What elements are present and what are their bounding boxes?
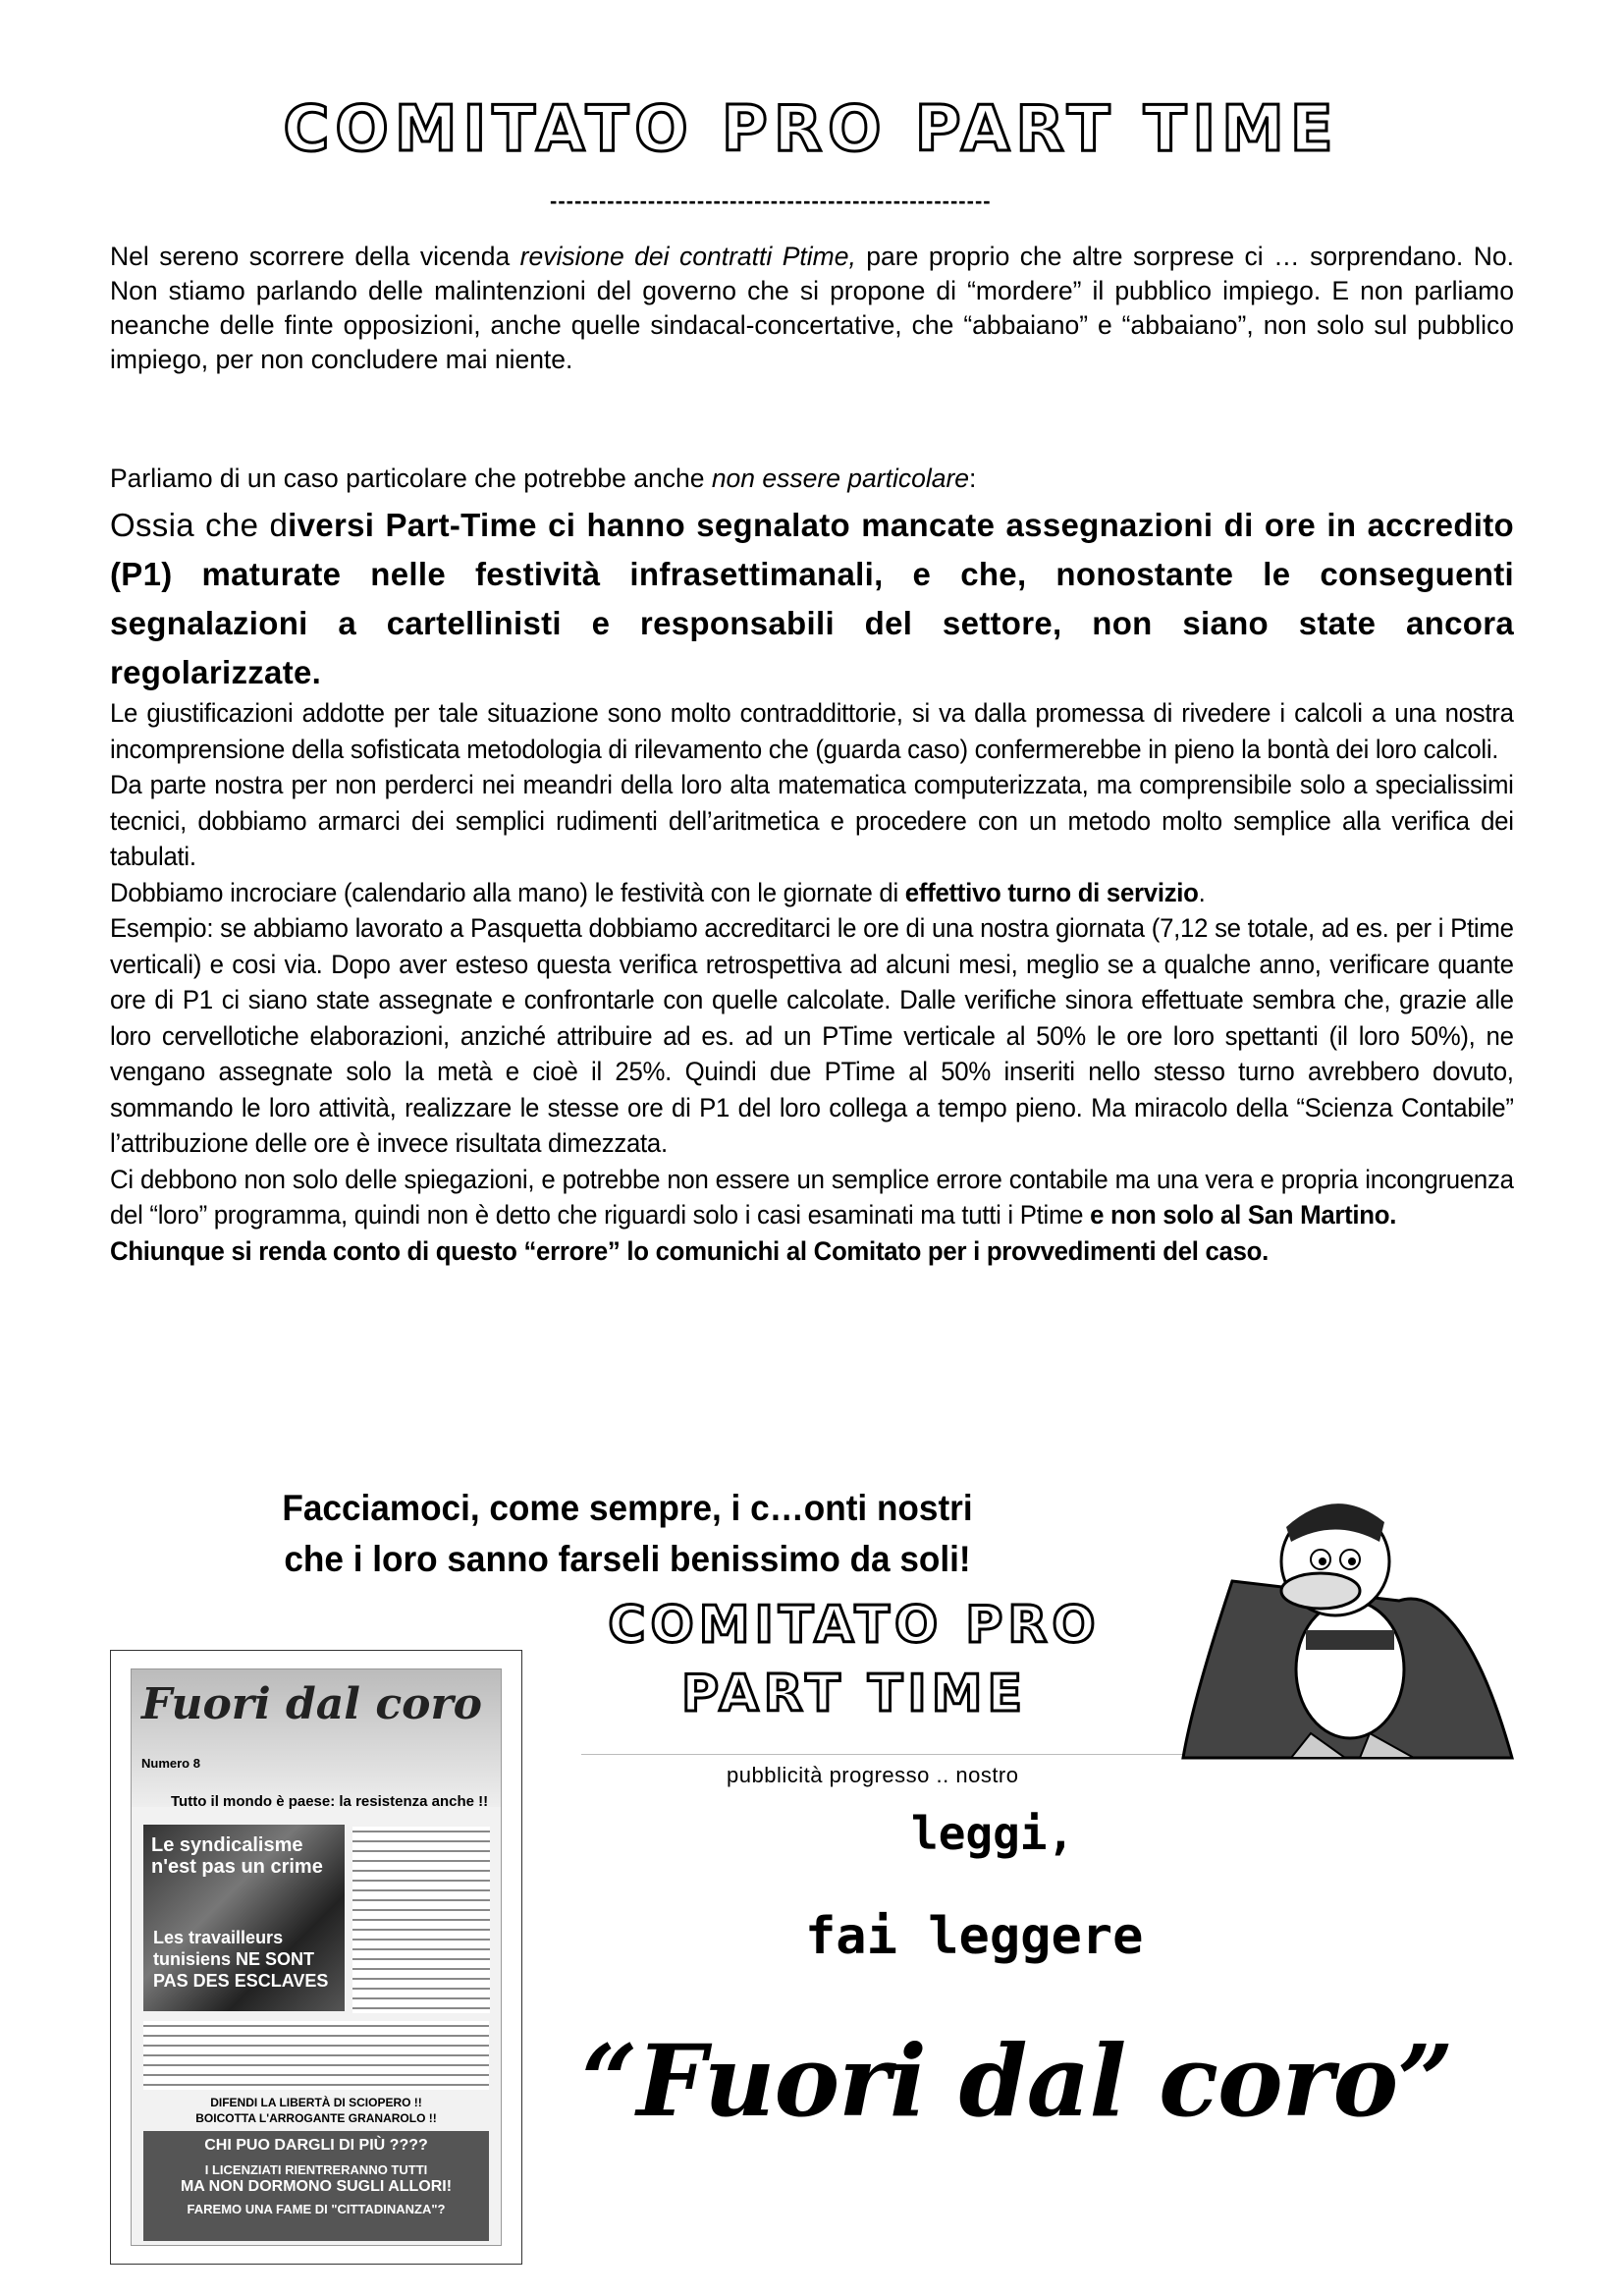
- fai-leggere-text: fai leggere: [805, 1907, 1144, 1966]
- cover-slogan-1: DIFENDI LA LIBERTÀ DI SCIOPERO !!: [210, 2096, 422, 2109]
- committee-logo-title: [579, 1591, 1129, 1728]
- highlight-paragraph: [110, 501, 1514, 697]
- call-to-action: [110, 1233, 1514, 1270]
- case-colon: :: [969, 464, 977, 493]
- method-paragraph: Da parte nostra per non perderci nei meandri della loro alta matematica computerizzata, ma comprensibile solo a specialissimi tecnici, dobbiamo armarci dei semplici rudimenti dell’aritmetica e procedere con un metodo molto semplice alla verifica dei tabulati.: [110, 770, 1514, 871]
- intro-text: Nel sereno scorrere della vicenda: [110, 242, 520, 271]
- newsletter-cover-image: [110, 1650, 522, 2265]
- cover-band-line: MA NON DORMONO SUGLI ALLORI!: [180, 2178, 453, 2195]
- cover-band-line: FAREMO UNA FAME DI "CITTADINANZA"?: [187, 2202, 446, 2216]
- committee-title-line-2: PART TIME: [681, 1665, 1027, 1723]
- cover-logo: Fuori dal coro: [141, 1679, 482, 1729]
- cover-photo-subcaption: Les travailleurs tunisiens NE SONT PAS DES ESCLAVES: [153, 1928, 329, 1991]
- explanation-paragraph: [110, 1162, 1514, 1233]
- cover-text-column: [352, 1827, 490, 2013]
- cover-tagline: Tutto il mondo è paese: la resistenza anche !!: [171, 1793, 489, 1810]
- crosscheck-paragraph: [110, 875, 1514, 911]
- slogan-line-1: Facciamoci, come sempre, i c…onti nostri: [282, 1488, 973, 1528]
- call-to-action-text: Chiunque si renda conto di questo “errore” lo comunichi al Comitato per i provvedimenti del caso.: [110, 1235, 1270, 1266]
- duck-mascot-illustration: [1173, 1473, 1517, 1768]
- cover-issue-number: Numero 8: [141, 1756, 200, 1771]
- explanation-bold: e non solo al San Martino.: [1090, 1200, 1397, 1230]
- crosscheck-bold: effettivo turno di servizio: [904, 877, 1199, 907]
- intro-emphasis: revisione dei contratti Ptime,: [519, 242, 856, 271]
- intro-text-continued: pare proprio che altre sorprese ci … sorprendano. No. Non stiamo parlando delle malintenzioni del governo che si propone di “mordere” il pubblico impiego. E non parliamo neanche delle finte opposizioni, anche quelle sindacal-concertative, che “abbaiano” e “abbaiano”, non solo sul pubblico impiego, per non concludere mai niente.: [110, 242, 1514, 374]
- cover-band-line: CHI PUO DARGLI DI PIÙ ????: [204, 2137, 428, 2154]
- example-paragraph: Esempio: se abbiamo lavorato a Pasquetta dobbiamo accreditarci le ore di una nostra giornata (7,12 se totale, ad es. per i Ptime verticali) e cosi via. Dopo aver esteso questa verifica retrospettiva ad alcuni mesi, meglio se a qualche anno, verificare quante ore di P1 ci siano state assegnate e confrontarle con quelle calcolate. Dalle verifiche sinora effettuate sembra che, grazie alle loro cervellotiche elaborazioni, anziché attribuire ad es. ad un PTime verticale al 50% le ore loro spettanti (il loro 50%), ne vengano assegnate solo la metà e cioè il 25%. Quindi due PTime al 50% inseriti nello stesso turno avrebbero dovuto, sommando le loro attività, realizzare le stesse ore di P1 del loro collega a tempo pieno. Ma miracolo della “Scienza Contabile” l’attribuzione delle ore è invece risultata dimezzata.: [110, 913, 1514, 1158]
- slogan-line-2: che i loro sanno farseli benissimo da soli!: [284, 1539, 971, 1579]
- title-divider: ------------------------------------------------------: [550, 189, 992, 213]
- crosscheck-period: .: [1198, 877, 1206, 907]
- cover-band: [143, 2131, 489, 2241]
- highlight-bold: iversi Part-Time ci hanno segnalato mancate assegnazioni di ore in accredito (P1) maturate nelle festività infrasettimanali, e che, nonostante le conseguenti segnalazioni a cartellinisti e responsabili del settore, non siano state ancora regolarizzate.: [110, 507, 1514, 690]
- cover-page: [131, 1668, 502, 2246]
- divider-line: [581, 1754, 1182, 1755]
- case-emphasis: non essere particolare: [711, 464, 970, 493]
- highlight-lead: Ossia che d: [110, 507, 289, 543]
- intro-paragraph: [110, 240, 1514, 377]
- cover-text-body: [143, 2021, 489, 2090]
- fuori-dal-coro-title: “Fuori dal coro”: [581, 2023, 1453, 2139]
- cover-slogan-2: BOICOTTA L'ARROGANTE GRANAROLO !!: [195, 2111, 437, 2125]
- details-block: [110, 695, 1514, 1269]
- committee-title-line-1: COMITATO PRO: [608, 1596, 1101, 1655]
- crosscheck-text: Dobbiamo incrociare (calendario alla mano) le festività con le giornate di: [110, 877, 905, 907]
- justification-paragraph: Le giustificazioni addotte per tale situazione sono molto contraddittorie, si va dalla promessa di rivedere i calcoli a una nostra incomprensione della sofisticata metodologia di rilevamento che (guarda caso) confermerebbe in pieno la bontà dei loro calcoli.: [110, 698, 1514, 764]
- case-text: Parliamo di un caso particolare che potrebbe anche: [110, 464, 712, 493]
- case-paragraph: [110, 462, 1514, 496]
- explanation-text: Ci debbono non solo delle spiegazioni, e potrebbe non essere un semplice errore contabile ma una vera e propria incongruenza del “loro” programma, quindi non è detto che riguardi solo i casi esaminati ma tutti i Ptime: [110, 1164, 1514, 1230]
- slogan: [236, 1483, 1019, 1585]
- cover-band-line: I LICENZIATI RIENTRERANNO TUTTI: [204, 2162, 428, 2177]
- cover-photo-caption: Le syndicalisme n'est pas un crime: [151, 1834, 323, 1878]
- pubblicita-caption: pubblicità progresso .. nostro: [727, 1763, 1019, 1787]
- page-title: COMITATO PRO PART TIME: [283, 93, 1339, 166]
- leggi-text: leggi,: [911, 1807, 1075, 1860]
